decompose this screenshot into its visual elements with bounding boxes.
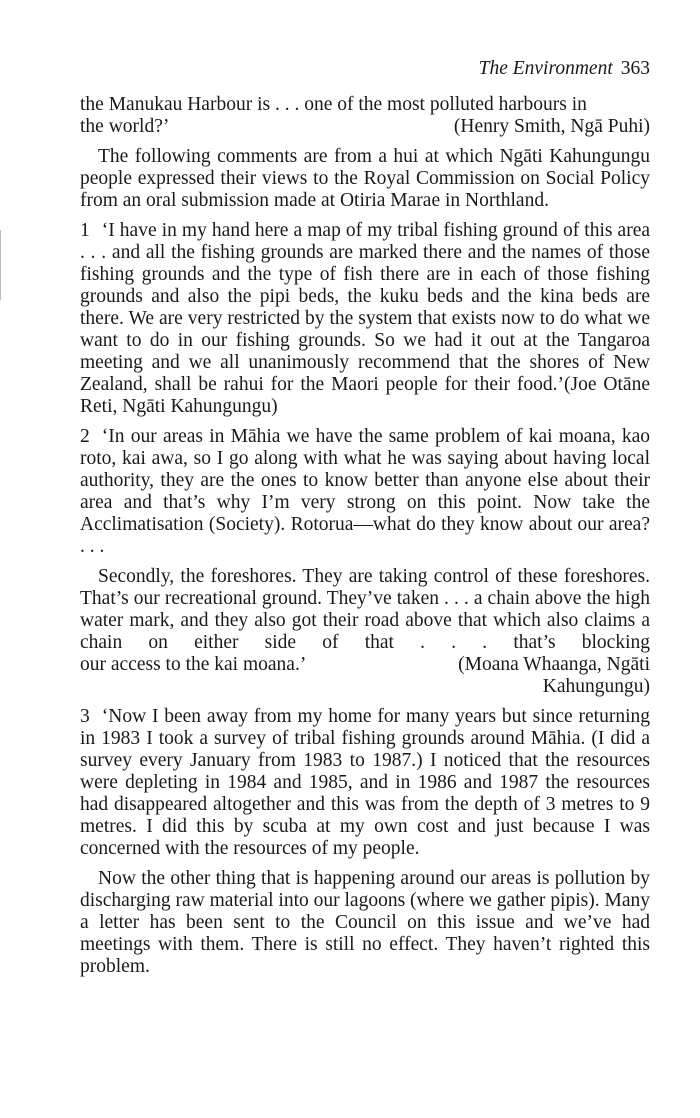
comment-paragraph — [80, 220, 650, 418]
top-quote — [80, 94, 650, 138]
intro-paragraph: The following comments are from a hui at which Ngāti Kahungungu people expressed their views to the Royal Commission on Social Policy from an oral submission made at Otiria Marae in Northland. — [80, 146, 650, 211]
quote-attribution: (Henry Smith, Ngā Puhi) — [453, 116, 650, 137]
quote-line: the Manukau Harbour is . . . one of the most polluted harbours in — [80, 94, 587, 115]
comment-attribution-cont: Kahungungu) — [542, 676, 650, 697]
page-number: 363 — [620, 58, 650, 79]
comment-attribution-line — [80, 654, 650, 676]
section-title: The Environment — [478, 58, 613, 79]
running-head — [80, 58, 650, 80]
comment-text: ‘In our areas in Māhia we have the same problem of kai moana, kao roto, kai awa, so I go along with what he was saying about having local authority, they are the ones to know better than anyone else about their area and that’s why I’m very strong on this point. Now take the Acclimatisation (Society). Rotorua—what do they know about our area? . . . — [80, 426, 650, 557]
item-number: 2 — [80, 426, 90, 447]
comment-item-2 — [80, 426, 650, 698]
comment-attribution: (Moana Whaanga, Ngāti — [458, 654, 650, 675]
quote-attribution-line — [80, 116, 650, 138]
item-number: 1 — [80, 220, 90, 241]
comment-continuation: Secondly, the foreshores. They are taking control of these foreshores. That’s our recreational ground. They’ve taken . . . a chain above the high water mark, and they also got their road above that which also claims a chain on either side of that . . . that’s blocking — [80, 566, 650, 653]
comment-continuation: Now the other thing that is happening around our areas is pollution by discharging raw material into our lagoons (where we gather pipis). Many a letter has been sent to the Council on this issue and we’ve had meetings with them. There is still no effect. They haven’t righted this problem. — [80, 868, 650, 977]
margin-rule — [0, 230, 1, 300]
comment-text: ‘I have in my hand here a map of my tribal fishing ground of this area . . . and all the fishing grounds are marked there and the names of those fishing grounds and the type of fish there are in each of those fishing grounds and also the pipi beds, the kuku beds and the kina beds are there. We are very restricted by the system that exists now to do what we want to do in our fishing grounds. So we had it out at the Tangaroa meeting and we all unanimously recommend that the shores of New Zealand, shall be rahui for the Maori people for their food.’(Joe Otāne Reti, Ngāti Kahungungu) — [80, 220, 650, 417]
comment-paragraph — [80, 706, 650, 860]
item-number: 3 — [80, 706, 90, 727]
comment-item-3 — [80, 706, 650, 978]
book-page — [80, 58, 650, 986]
comment-text: ‘Now I been away from my home for many years but since returning in 1983 I took a survey of tribal fishing grounds around Māhia. (I did a survey every January from 1983 to 1987.) I noticed that the resources were depleting in 1984 and 1985, and in 1986 and 1987 the resources had disappeared altogether and this was from the depth of 3 metres to 9 metres. I did this by scuba at my own cost and just because I was concerned with the resources of my people. — [80, 706, 650, 859]
comment-last-line: our access to the kai moana.’ — [80, 654, 307, 675]
quote-text: the world?’ — [80, 116, 170, 137]
comment-paragraph — [80, 426, 650, 558]
comment-item-1 — [80, 220, 650, 418]
